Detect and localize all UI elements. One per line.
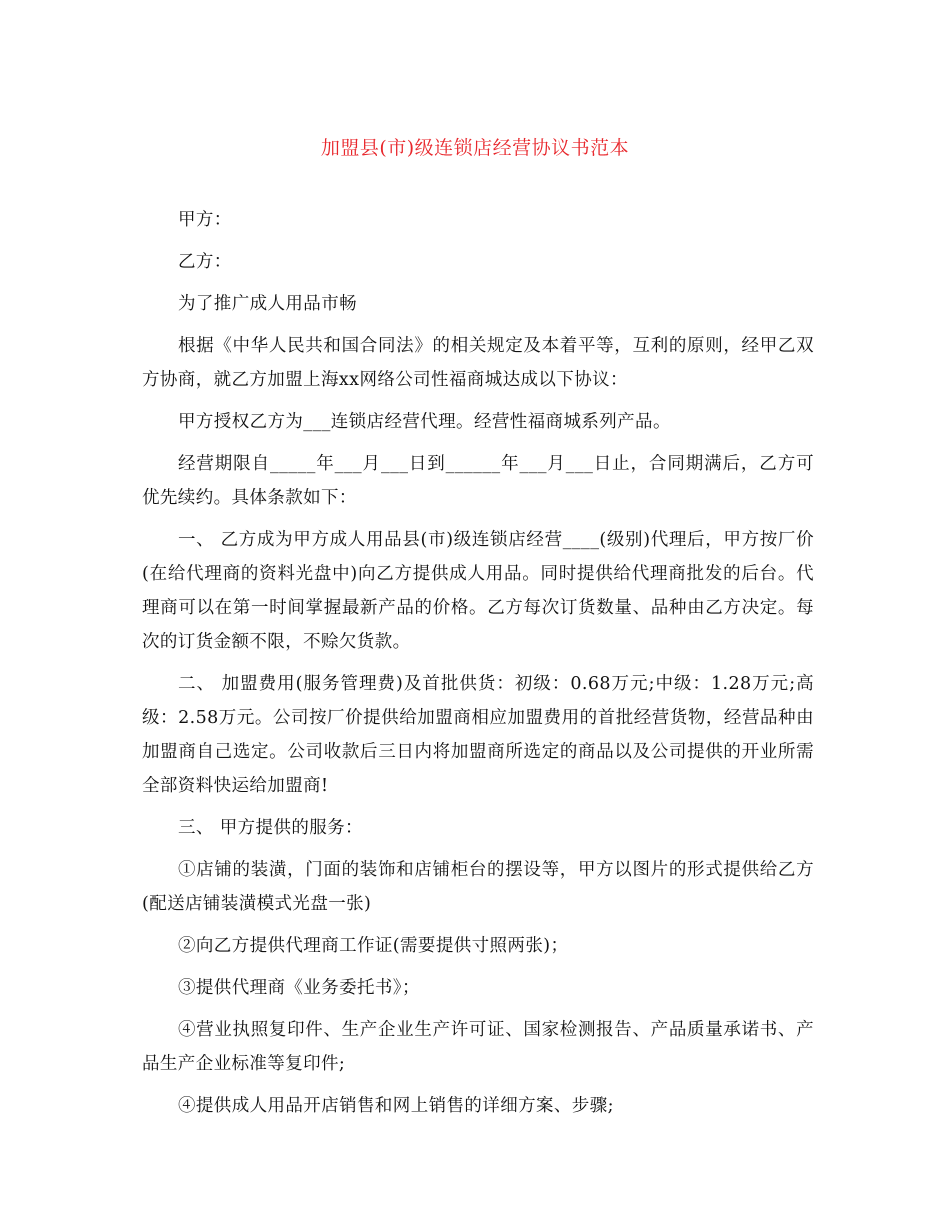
paragraph-service-1: ①店铺的装潢，门面的装饰和店铺柜台的摆设等，甲方以图片的形式提供给乙方(配送店铺装潢模式光盘一张): [142, 860, 814, 914]
paragraph-party-a: 甲方：: [178, 210, 232, 230]
paragraph-clause-2: 二、 加盟费用(服务管理费)及首批供货：初级：0.68万元;中级：1.28万元;高级：2.58万元。公司按厂价提供给加盟商相应加盟费用的首批经营货物，经营品种由加盟商自己选定。公司收款后三日内将加盟商所选定的商品以及公司提供的开业所需全部资料快运给加盟商!: [142, 674, 814, 796]
paragraph-party-b: 乙方：: [178, 252, 232, 272]
paragraph-service-4: ④营业执照复印件、生产企业生产许可证、国家检测报告、产品质量承诺书、产品生产企业标准等复印件;: [142, 1020, 814, 1074]
document-body: [142, 203, 814, 1131]
paragraph-purpose: 为了推广成人用品市畅: [178, 294, 357, 314]
paragraph-service-2: ②向乙方提供代理商工作证(需要提供寸照两张)；: [178, 936, 569, 956]
document-title: 加盟县(市)级连锁店经营协议书范本: [320, 137, 630, 159]
paragraph-service-3: ③提供代理商《业务委托书》；: [178, 978, 420, 998]
paragraph-clause-1: 一、 乙方成为甲方成人用品县(市)级连锁店经营____(级别)代理后，甲方按厂价(在给代理商的资料光盘中)向乙方提供成人用品。同时提供给代理商批发的后台。代理商可以在第一时间掌握最新产品的价格。乙方每次订货数量、品种由乙方决定。每次的订货金额不限，不赊欠货款。: [142, 530, 814, 652]
paragraph-basis: 根据《中华人民共和国合同法》的相关规定及本着平等，互利的原则，经甲乙双方协商，就乙方加盟上海xx网络公司性福商城达成以下协议：: [142, 336, 814, 390]
paragraph-authorization: 甲方授权乙方为___连锁店经营代理。经营性福商城系列产品。: [178, 412, 671, 432]
paragraph-clause-3: 三、 甲方提供的服务：: [178, 818, 363, 838]
paragraph-service-5: ④提供成人用品开店销售和网上销售的详细方案、步骤;: [178, 1096, 614, 1116]
paragraph-term: 经营期限自_____年___月___日到______年___月___日止，合同期满后，乙方可优先续约。具体条款如下：: [142, 454, 814, 508]
